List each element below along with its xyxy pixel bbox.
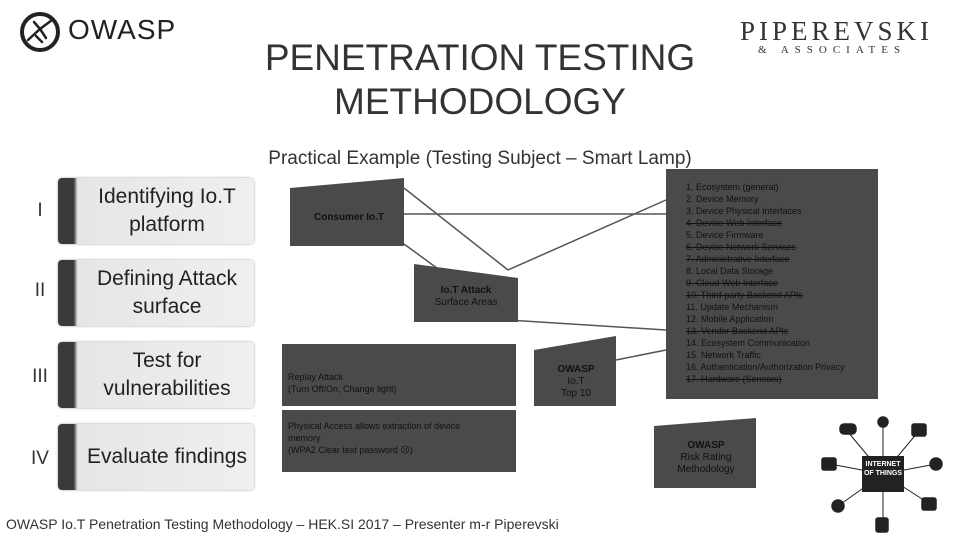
title-line-2: METHODOLOGY — [334, 81, 626, 122]
surface-list-item: 17. Hardware (Sensors) — [686, 374, 782, 384]
step-3-label: Test for vulnerabilities — [103, 349, 231, 400]
surface-list-item: 14. Ecosystem Communication — [686, 338, 811, 348]
step-3-box — [58, 342, 254, 408]
surface-list-item: 1. Ecosystem (general) — [686, 182, 779, 192]
surface-list-item: 13. Vendor Backend APIs — [686, 326, 789, 336]
attack-surface-list — [666, 169, 878, 399]
owasp-logo-text: OWASP — [68, 14, 177, 45]
owasp-top10-line-2: Io.T — [567, 376, 585, 387]
physical-access-line-3: (WPA2 Clear text password ☹) — [288, 445, 413, 455]
physical-access-line-1: Physical Access allows extraction of device — [288, 421, 461, 431]
physical-access-line-2: memory — [288, 433, 321, 443]
surface-list-item: 11. Update Mechanism — [686, 302, 778, 312]
owasp-top10-line-1: OWASP — [557, 364, 595, 375]
owasp-top10-label — [536, 364, 616, 400]
replay-attack-line-2: (Turn Off/On, Change light) — [288, 384, 397, 394]
risk-rating-label — [656, 440, 756, 476]
surface-list-item: 15. Network Traffic — [686, 350, 761, 360]
footer-text: OWASP Io.T Penetration Testing Methodology – HEK.SI 2017 – Presenter m-r Piperevski — [6, 516, 559, 532]
risk-rating-line-1: OWASP — [687, 440, 725, 451]
physical-access-text — [288, 420, 510, 456]
iot-badge-line-2: OF THINGS — [863, 470, 903, 477]
step-4-numeral: IV — [31, 448, 49, 469]
attack-surface-label — [416, 285, 516, 309]
surface-list-item: 7. Administrative Interface — [686, 254, 790, 264]
surface-list-item: 5. Device Firmware — [686, 230, 764, 240]
iot-badge — [862, 460, 904, 478]
step-1-numeral: I — [37, 200, 43, 221]
surface-list-item: 2. Device Memory — [686, 194, 759, 204]
surface-list-item: 4. Device Web Interface — [686, 218, 782, 228]
surface-list-item: 8. Local Data Storage — [686, 266, 774, 276]
step-2-box — [58, 260, 254, 326]
iot-badge-line-1: INTERNET — [865, 461, 901, 468]
surface-list-item: 16. Authentication/Authorization Privacy — [686, 362, 845, 372]
step-1-label: Identifying Io.T platform — [98, 185, 236, 236]
surface-list-item: 6. Device Network Services — [686, 242, 797, 252]
attack-surface-label-bold: Io.T Attack — [440, 285, 492, 296]
replay-attack-text — [288, 371, 397, 395]
attack-surface-label-rest: Surface Areas — [434, 297, 498, 308]
owasp-top10-line-3: Top 10 — [560, 388, 592, 399]
step-1-box — [58, 178, 254, 244]
page-subtitle: Practical Example (Testing Subject – Smart Lamp) — [268, 148, 692, 169]
piperevski-logo: PIPEREVSKI — [740, 16, 934, 46]
consumer-iot-label: Consumer Io.T — [313, 212, 384, 223]
surface-list-item: 9. Cloud Web Interface — [686, 278, 778, 288]
step-2-numeral: II — [34, 280, 46, 301]
step-4-box — [58, 424, 254, 490]
replay-attack-line-1: Replay Attack — [288, 372, 344, 382]
risk-rating-line-2: Risk Rating — [680, 452, 732, 463]
step-4-label: Evaluate findings — [87, 445, 247, 468]
risk-rating-line-3: Methodology — [677, 464, 735, 475]
surface-list-item: 3. Device Physical Interfaces — [686, 206, 802, 216]
surface-list-item: 10. Third-party Backend APIs — [686, 290, 803, 300]
step-2-label: Defining Attack surface — [96, 267, 238, 318]
surface-list-item: 12. Mobile Application — [686, 314, 774, 324]
step-3-numeral: III — [32, 366, 48, 387]
title-line-1: PENETRATION TESTING — [264, 37, 696, 78]
piperevski-logo-sub: & ASSOCIATES — [758, 44, 907, 56]
